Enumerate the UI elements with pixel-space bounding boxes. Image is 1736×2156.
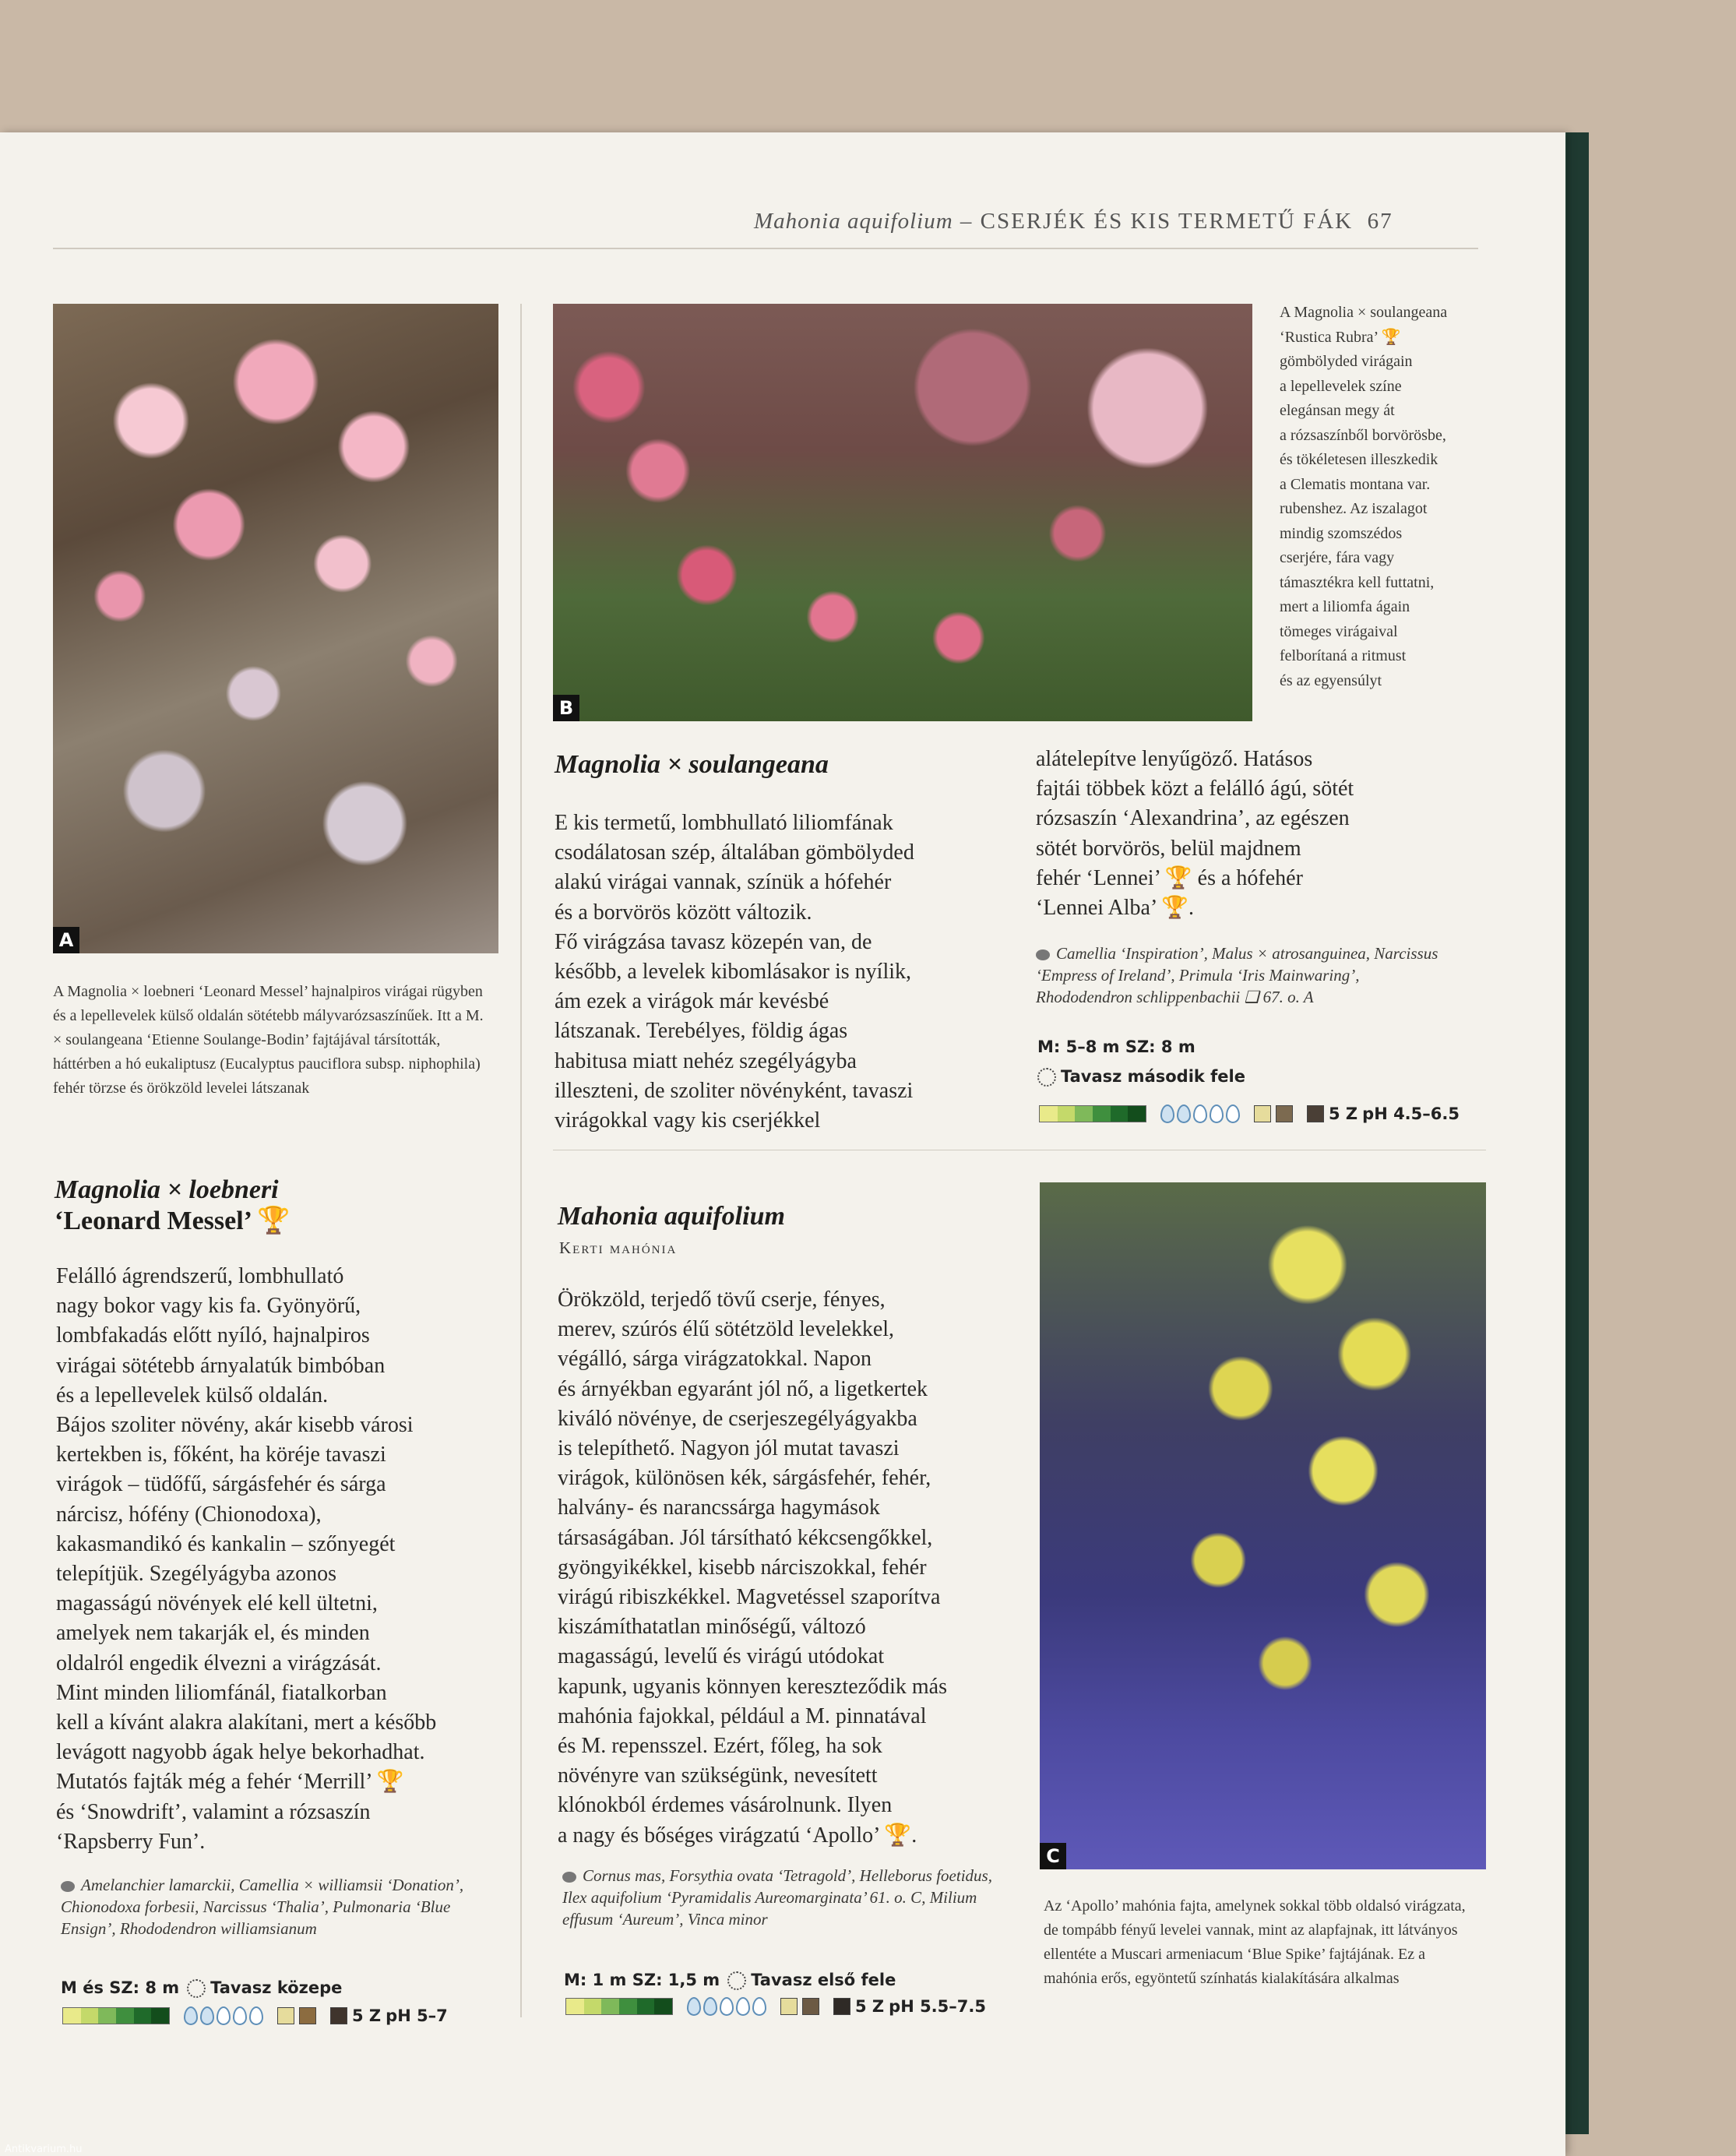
header-section: CSERJÉK ÉS KIS TERMETŰ FÁK [980,209,1354,234]
body-line: habitusa miatt nehéz szegélyágyba [555,1048,857,1073]
size-text: M: 1 m SZ: 1,5 m [564,1971,720,1989]
body-line: E kis termetű, lombhullató liliomfának [555,811,893,835]
body-line: Bájos szoliter növény, akár kisebb városi [56,1413,414,1438]
body-line: ‘Lennei Alba’ 🏆. [1036,896,1195,921]
body-line: levágott nagyobb ágak helye bekorhadhat. [56,1740,425,1765]
caption-b-line: felborítaná a ritmust [1280,647,1407,664]
soulangeana-companions [1036,942,1449,1008]
body-line: oldalról engedik élvezni a virágzását. [56,1650,382,1675]
soil-dark-icon [833,1998,850,2015]
body-line: ‘Rapsberry Fun’. [56,1829,206,1854]
header-rule [53,248,1478,249]
caption-b-line: ‘Rustica Rubra’ 🏆 [1280,328,1401,346]
soil-dark-icon [1307,1105,1324,1122]
loebneri-size-row [61,1978,342,1998]
water-drops-icon [184,2006,263,2025]
mahonia-size-row [564,1971,896,1990]
body-line: kakasmandikó és kankalin – szőnyegét [56,1531,396,1556]
soulangeana-symbols [1039,1104,1460,1123]
companion-icon [61,1881,75,1892]
water-drops-icon [1160,1104,1240,1123]
caption-b [1280,301,1490,693]
body-line: lombfakadás előtt nyíló, hajnalpiros [56,1323,370,1348]
watermark: Antikvarium.hu [5,2144,83,2155]
body-line: is telepíthető. Nagyon jól mutat tavaszi [558,1436,900,1461]
ph-text: pH 4.5–6.5 [1362,1104,1460,1123]
body-line: később, a levelek kibomlásakor is nyílik, [555,960,912,985]
season-text: Tavasz második fele [1061,1067,1245,1086]
water-drops-icon [687,1997,766,2016]
caption-b-line: a lepellevelek színe [1280,377,1402,395]
body-line: Örökzöld, terjedő tövű cserje, fényes, [558,1288,886,1312]
body-line: kiszámíthatatlan minőségű, változó [558,1615,866,1640]
body-line: alakú virágai vannak, színük a hófehér [555,870,892,895]
body-line: virágokkal vagy kis cserjékkel [555,1108,821,1133]
body-line: mahónia fajokkal, például a M. pinnatával [558,1703,927,1728]
mahonia-common-name: Kerti mahónia [559,1238,678,1257]
soulangeana-title: Magnolia × soulangeana [555,750,829,779]
hardiness-bar [565,1998,673,2015]
soil-light-icon [277,2007,294,2024]
photo-mahonia-apollo [1040,1182,1486,1869]
body-line: illeszteni, de szoliter növényként, tavaszi [555,1078,914,1103]
photo-label-a: A [53,927,79,953]
photo-label-c: C [1040,1843,1066,1869]
body-line: nagy bokor vagy kis fa. Gyönyörű, [56,1294,361,1319]
caption-b-line: a rózsaszínből borvörösbe, [1280,426,1446,444]
soil-light-icon [780,1998,798,2015]
body-line: virágok – tüdőfű, sárgásfehér és sárga [56,1472,386,1497]
body-line: gyöngyikékkel, kisebb nárciszokkal, fehér [558,1555,927,1580]
body-line: amelyek nem takarják el, és minden [56,1621,370,1646]
body-line: nárcisz, hófény (Chionodoxa), [56,1502,322,1527]
body-line: kapunk, ugyanis könnyen kereszteződik más [558,1674,947,1699]
caption-b-line: mindig szomszédos [1280,524,1403,542]
ph-text: pH 5.5–7.5 [889,1997,986,2016]
hardiness-bar [62,2007,170,2024]
soulangeana-size: M: 5–8 m SZ: 8 m [1037,1037,1195,1056]
loebneri-companions [61,1874,497,1939]
body-line: rózsaszín ‘Alexandrina’, az egészen [1036,806,1350,831]
loebneri-title-line2: ‘Leonard Messel’ 🏆 [55,1207,291,1235]
soil-medium-icon [1276,1105,1293,1122]
soulangeana-body [555,808,1022,1136]
column-divider [520,304,522,2017]
size-text: M és SZ: 8 m [61,1978,180,1997]
companion-icon [562,1872,576,1883]
mahonia-companions [562,1865,998,1930]
caption-b-line: és az egyensúlyt [1280,671,1382,689]
ph-text: pH 5–7 [386,2006,448,2025]
body-line: Felálló ágrendszerű, lombhullató [56,1264,344,1288]
season-text: Tavasz első fele [751,1971,896,1989]
body-line: Fő virágzása tavasz közepén van, de [555,929,872,954]
companions-text: Amelanchier lamarckii, Camellia × williamsii ‘Donation’, Chionodoxa forbesii, Narcissus ‘Thalia’, Pulmonaria ‘Blue Ensign’, Rhododendron williamsianum [61,1876,464,1938]
body-line: végálló, sárga virágzatokkal. Napon [558,1347,872,1372]
body-line: Mint minden liliomfánál, fiatalkorban [56,1680,387,1705]
body-line: és M. repensszel. Ezért, főleg, ha sok [558,1734,882,1759]
body-line: sötét borvörös, belül majdnem [1036,836,1301,861]
season-text: Tavasz közepe [210,1978,343,1997]
page-number: 67 [1367,209,1393,234]
caption-b-line: tömeges virágaival [1280,622,1398,640]
body-line: virágú ribiszkékkel. Magvetéssel szaporítva [558,1585,941,1610]
body-line: halvány- és narancssárga hagymások [558,1495,880,1520]
loebneri-title [55,1175,290,1237]
body-line: ám ezek a virágok már kevésbé [555,989,829,1014]
flower-icon [1037,1068,1056,1087]
caption-b-line: cserjére, fára vagy [1280,549,1395,566]
photo-label-b: B [553,695,579,721]
body-line: virágok, különösen kék, sárgásfehér, fehér, [558,1466,931,1491]
flower-icon [727,1971,746,1990]
zone-text: 5 Z [1329,1104,1358,1123]
loebneri-body [56,1262,508,1857]
caption-b-line: a Clematis montana var. [1280,475,1431,493]
body-line: és a lepellevelek külső oldalán. [56,1383,329,1407]
body-line: csodálatosan szép, általában gömbölyded [555,840,914,865]
caption-b-line: mert a liliomfa ágain [1280,598,1410,615]
body-line: alátelepítve lenyűgöző. Hatásos [1036,747,1313,771]
body-line: klónokból érdemes vásárolnunk. Ilyen [558,1793,893,1818]
photo-magnolia-soulangeana [553,304,1252,721]
body-line: magasságú növények elé kell ültetni, [56,1591,378,1616]
body-line: és ‘Snowdrift’, valamint a rózsaszín [56,1799,371,1824]
body-line: Mutatós fajták még a fehér ‘Merrill’ 🏆 [56,1770,404,1795]
zone-text: 5 Z [352,2006,382,2025]
companions-text: Camellia ‘Inspiration’, Malus × atrosanguinea, Narcissus ‘Empress of Ireland’, Primula ‘Iris Mainwaring’, Rhododendron schlippenbachii ❑ 67. o. A [1036,944,1438,1006]
body-line: magasságú, levelű és virágú utódokat [558,1644,885,1669]
caption-b-line: elegánsan megy át [1280,402,1395,419]
body-line: fehér ‘Lennei’ 🏆 és a hófehér [1036,865,1303,890]
soil-dark-icon [330,2007,347,2024]
body-line: a nagy és bőséges virágzatú ‘Apollo’ 🏆. [558,1823,917,1848]
caption-a: A Magnolia × loebneri ‘Leonard Messel’ hajnalpiros virágai rügyben és a lepellevelek külső oldalán sötétebb mályvarózsaszínűek. Itt a M. × soulangeana ‘Etienne Soulange-Bodin’ fajtájával társították, háttérben a hó eukaliptusz (Eucalyptus pauciflora subsp. niphophila) fehér törzse és örökzöld levelei látszanak [53,983,484,1097]
caption-b-line: gömbölyded virágain [1280,353,1413,370]
photo-magnolia-loebneri [53,304,498,953]
header-genus: Mahonia aquifolium [754,209,953,234]
caption-b-line: támasztékra kell futtatni, [1280,573,1435,591]
soulangeana-season-row [1037,1067,1245,1087]
zone-text: 5 Z [855,1997,885,2016]
header-separator: – [953,209,981,234]
hardiness-bar [1039,1105,1146,1122]
soil-light-icon [1254,1105,1271,1122]
flower-icon [187,1979,206,1998]
soil-medium-icon [299,2007,316,2024]
body-line: virágai sötétebb árnyalatúk bimbóban [56,1353,386,1378]
soil-medium-icon [802,1998,819,2015]
caption-b-line: és tökéletesen illeszkedik [1280,451,1438,468]
companions-text: Cornus mas, Forsythia ovata ‘Tetragold’, Helleborus foetidus, Ilex aquifolium ‘Pyramidalis Aureomarginata’ 61. o. C, Milium effusum ‘Aureum’, Vinca minor [562,1866,992,1929]
mahonia-body [558,1285,1025,1851]
body-line: látszanak. Terebélyes, földig ágas [555,1019,848,1044]
companion-icon [1036,949,1050,960]
body-line: merev, szúrós élű sötétzöld levelekkel, [558,1317,895,1342]
mahonia-title: Mahonia aquifolium [558,1202,785,1231]
caption-c: Az ‘Apollo’ mahónia fajta, amelynek sokkal több oldalsó virágzata, de tompább fényű levelei vannak, mint az alapfajnak, itt látványos ellentéte a Muscari armeniacum ‘Blue Spike’ fajtájának. Ez a mahónia erős, egyöntetű színhatás kialakítására alkalmas [1044,1897,1466,1987]
body-line: kell a kívánt alakra alakítani, mert a később [56,1710,437,1735]
body-line: telepítjük. Szegélyágyba azonos [56,1562,336,1587]
caption-b-line: A Magnolia × soulangeana [1280,304,1448,321]
body-line: fajtái többek közt a felálló ágú, sötét [1036,777,1354,801]
body-line: növényre van szükségünk, nevesített [558,1763,878,1788]
caption-b-line: rubenshez. Az iszalagot [1280,500,1428,517]
loebneri-title-line1: Magnolia × loebneri [55,1175,279,1204]
running-header [754,209,1393,234]
body-line: és a borvörös között változik. [555,900,812,925]
body-line: kertekben is, főként, ha köréje tavaszi [56,1443,386,1467]
mahonia-symbols [565,1997,986,2016]
loebneri-symbols [62,2006,448,2025]
body-line: társaságában. Jól társítható kékcsengőkkel, [558,1525,933,1550]
body-line: és árnyékban egyaránt jól nő, a ligetkertek [558,1376,928,1401]
soulangeana-body-cont [1036,745,1488,923]
body-line: kiváló növénye, de cserjeszegélyágyakba [558,1406,917,1431]
